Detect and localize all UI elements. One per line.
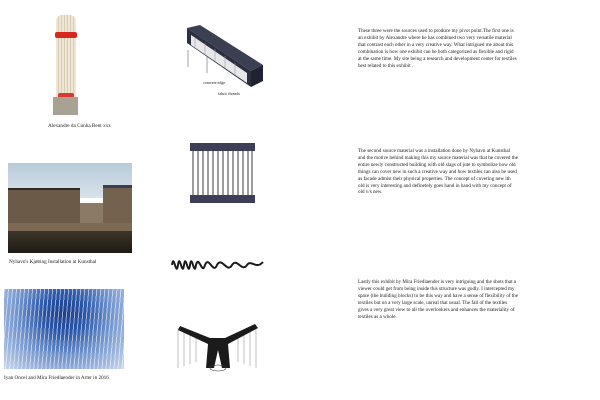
caption-sculpture: Alexandre da Cunha Bent xxx (48, 123, 111, 129)
label-concrete-edge: concrete edge (203, 80, 226, 85)
caption-kunsthal: Nyhavn's Kjøbing Installation at Kunsthal (9, 259, 97, 265)
label-fabric-threads: fabric threads (218, 91, 240, 96)
blue-thread-installation-photo (4, 289, 124, 369)
striped-block-sketch (190, 143, 255, 203)
paragraph-sources-intro: These three were the sources used to produce my pivot point.The first one is an exhibit by Alexandre where he has combined two very versatile material that contrast each other in a very creative way. What intrigued me about this combination is how one exhibit can be both categorized as flexible and rigid at the same time. My site being a research and development center for textiles best related to this exhibit . (358, 28, 517, 69)
sculpture-photo (50, 15, 80, 117)
paragraph-friedlaender: Lastly this exhibit by Mira Friedlaender is very intriguing and the shots that a viewer could get from being inside this structure was godly. I intercepted my space (the building blocks) to be this way and have a sense of flexibility of the textiles but on a very large scale, unreal that usual. The fall of the textiles gives a very great view to all the overlookers and enhances the materiality of textiles as a whole. (358, 279, 518, 320)
paragraph-kunsthal: The second source material was a installation done by Nyhavn at Kunsthal and the motive behind making this my source material was that he covered the entire newly constructed building with old slags of jute to symbolize how old things can cover new in such a creative way and how textiles can also be used as facade admist their physical properties. The concept of covering new ith old is very interesting and definetely goes hand in hand with my concept of old v/s new. (358, 148, 518, 196)
kunsthal-building-photo (8, 163, 132, 253)
coil-spring-sketch (170, 250, 265, 280)
canopy-structure-sketch (170, 320, 265, 375)
caption-arter: Iyan Oncel and Mira Friedlaender in Arter in 2016 (4, 375, 109, 381)
